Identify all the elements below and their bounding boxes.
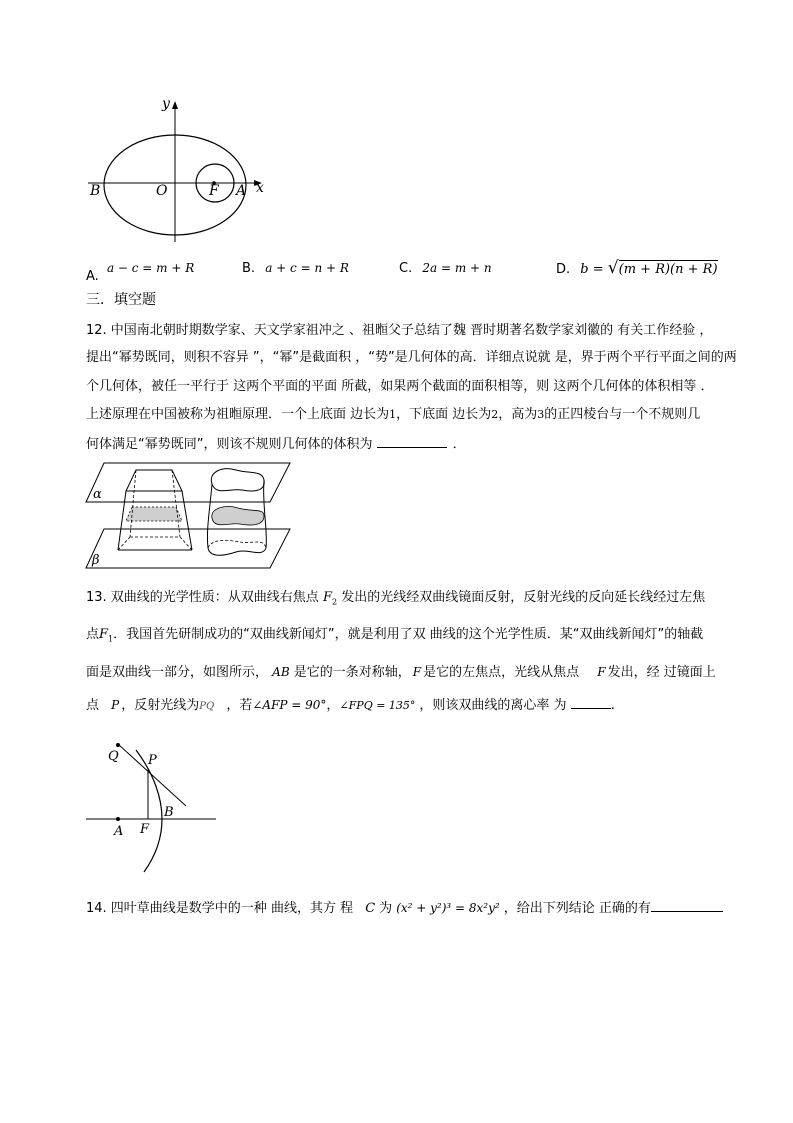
option-d xyxy=(556,258,718,280)
option-b-expr: a + c = n + R xyxy=(265,261,349,275)
q12-text: ． xyxy=(452,437,466,452)
q13-text: 是它的左焦点，光线从焦点 xyxy=(423,665,580,680)
option-d-expr: (m + R)(n + R) xyxy=(618,262,718,277)
q12-line-4 xyxy=(86,405,700,425)
q13-p: P xyxy=(111,698,120,712)
label-Q: Q xyxy=(108,749,119,764)
option-c-label: C. xyxy=(399,261,413,276)
q12-text: ，高为 xyxy=(498,407,538,422)
q13-text: 点 xyxy=(86,627,100,642)
option-d-lhs: b = xyxy=(580,262,604,277)
q12-text: 的正四棱台与一个不规则几 xyxy=(544,407,701,422)
option-a-expr: a − c = m + R xyxy=(106,261,195,275)
q14-text: 为 xyxy=(379,901,393,916)
irregular-cross-section xyxy=(212,506,264,525)
option-a-label: A. xyxy=(86,269,99,284)
option-a xyxy=(86,258,195,284)
label-F: F xyxy=(209,183,219,199)
option-b xyxy=(242,258,349,279)
label-A: A xyxy=(236,183,247,199)
label-P: P xyxy=(148,753,157,768)
option-d-label: D. xyxy=(556,262,571,277)
point-Q xyxy=(116,743,120,747)
option-c-expr: 2a = m + n xyxy=(422,261,492,275)
q12-num-1: 1 xyxy=(389,408,397,421)
q12-answer-blank[interactable] xyxy=(377,433,447,448)
q13-text: ，则该双曲线的离心率 为 xyxy=(419,698,567,713)
q13-text: 13. 双曲线的光学性质：从双曲线右焦点 xyxy=(86,590,319,605)
irregular-bottom-hidden xyxy=(208,540,266,548)
q13-angle-afp: ∠AFP = 90° xyxy=(252,698,327,712)
frustum-cross-section xyxy=(126,507,182,521)
section-title: 三．填空题 xyxy=(86,292,156,308)
q12-line-2: 提出“幂势既同，则积不容异 ”，“幂”是截面积 ，“势”是几何体的高．详细点说就 是，界于两个平行平面之间的两 xyxy=(86,350,737,365)
solids-figure xyxy=(84,458,294,572)
irregular-top xyxy=(211,469,264,491)
q14-equation: (x² + y²)³ = 8x²y² xyxy=(396,901,500,915)
q13-end: . xyxy=(610,698,615,713)
label-A: A xyxy=(114,824,124,839)
hyperbola-figure xyxy=(84,736,224,876)
q13-text: ， xyxy=(326,698,340,713)
q13-angle-fpq: ∠FPQ = 135° xyxy=(339,699,416,712)
q13-text: ，若 xyxy=(226,698,253,713)
q13-pq: PQ xyxy=(199,701,215,712)
q12-num-2: 2 xyxy=(491,408,499,421)
irregular-side xyxy=(207,484,212,548)
q13-text: ，反射光线为 xyxy=(121,698,200,713)
q13-text: 是它的一条对称轴， xyxy=(293,665,411,680)
q13-line-4 xyxy=(86,694,615,717)
q13-answer-blank[interactable] xyxy=(571,694,611,709)
q13-text: 面是双曲线一部分，如图所示， xyxy=(86,665,269,680)
q12-line-5 xyxy=(86,433,466,455)
hyperbola-branch xyxy=(136,750,162,872)
label-x: x xyxy=(256,180,264,196)
q13-text: 点 xyxy=(86,698,100,713)
sqrt-icon: √ xyxy=(607,258,619,278)
q13-f1: F xyxy=(99,627,109,642)
point-A xyxy=(116,817,120,821)
plane-beta xyxy=(86,529,290,568)
label-F: F xyxy=(140,822,150,837)
label-B: B xyxy=(164,805,174,820)
q13-line-2 xyxy=(86,625,703,650)
q12-line-3: 个几何体，被任一平行于 这两个平面的平面 所截，如果两个截面的面积相等，则 这两个几何体的体积相等 ． xyxy=(86,379,714,394)
frustum-edge xyxy=(118,491,126,550)
label-y: y xyxy=(162,96,170,112)
label-beta: β xyxy=(92,553,100,568)
q13-f1-sub: 1 xyxy=(108,634,114,644)
q13-ab: AB xyxy=(272,665,290,679)
q12-text: ，下底面 边长为 xyxy=(396,407,492,422)
irregular-bottom xyxy=(208,548,266,555)
q14-c: C xyxy=(365,901,376,916)
q12-num-3: 3 xyxy=(537,408,545,421)
q14-line-1 xyxy=(86,897,723,919)
ellipse-figure xyxy=(84,92,274,242)
q13-f2-sub: 2 xyxy=(331,597,338,607)
label-O: O xyxy=(156,183,168,199)
q12-text: 何体满足“幂势既同”，则该不规则几何体的体积为 xyxy=(86,437,373,452)
q14-answer-blank[interactable] xyxy=(651,897,723,912)
option-c xyxy=(399,258,492,279)
q13-text: ．我国首先研制成功的“双曲线新闻灯”，就是利用了双 曲线的这个光学性质．某“双曲线新闻灯”的轴截 xyxy=(113,627,704,642)
q13-text: 发出的光线经双曲线镜面反射，反射光线的反向延长线经过左焦 xyxy=(341,590,706,605)
q13-f: F xyxy=(412,665,422,679)
y-arrow-icon xyxy=(172,101,178,109)
option-b-label: B. xyxy=(242,261,256,276)
label-B: B xyxy=(90,183,101,199)
q14-text: 14. 四叶草曲线是数学中的一种 曲线，其方 程 xyxy=(86,901,354,916)
q13-f2: F xyxy=(322,590,332,605)
q12-line-1: 12. 中国南北朝时期数学家、天文学家祖冲之 、祖暅父子总结了魏 晋时期著名数学家刘徽的 有关工作经验 ， xyxy=(86,323,713,338)
q13-line-1 xyxy=(86,588,705,613)
q13-text: 发出，经 过镜面上 xyxy=(607,665,716,680)
label-alpha: α xyxy=(93,487,102,502)
q14-text: ，给出下列结论 正确的有 xyxy=(503,901,651,916)
q13-line-3 xyxy=(86,662,716,683)
q13-f-again: F xyxy=(597,665,606,679)
q12-text: 上述原理在中国被称为祖暅原理．一个上底面 边长为 xyxy=(86,407,390,422)
